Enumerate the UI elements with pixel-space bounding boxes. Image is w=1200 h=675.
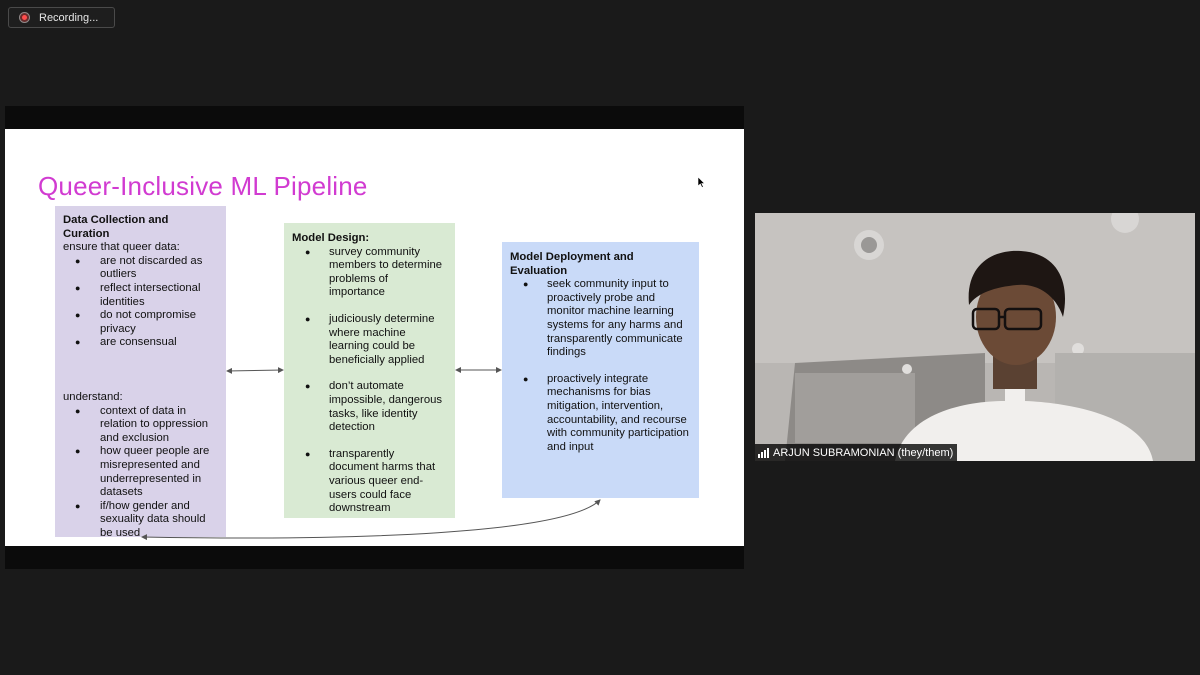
participant-video	[755, 213, 1195, 461]
participant-name-tag	[755, 444, 957, 461]
model-deployment-heading: Model Deployment and Evaluation	[510, 251, 634, 277]
understand-label: understand:	[63, 390, 123, 403]
model-design-box	[284, 223, 455, 518]
mouse-pointer-icon	[698, 177, 706, 188]
slide-title: Queer-Inclusive ML Pipeline	[38, 171, 368, 201]
recording-label: Recording...	[39, 11, 99, 24]
list-item: ● proactively integrate mechanisms for bias mitigation, intervention, accountability, and recourse with community participation and input	[510, 373, 691, 455]
list-item: ● do not compromise privacy	[63, 309, 218, 336]
data-collection-intro: ensure that queer data:	[63, 241, 180, 254]
list-item: ● judiciously determine where machine learning could be beneficially applied	[292, 313, 447, 367]
participant-name: ARJUN SUBRAMONIAN (they/them)	[773, 446, 954, 459]
record-icon	[19, 12, 30, 23]
list-item: ● context of data in relation to oppression and exclusion	[63, 405, 218, 446]
model-design-list	[292, 246, 447, 516]
connection-strength-icon	[758, 448, 769, 458]
presentation-slide	[5, 129, 744, 546]
list-item: ● if/how gender and sexuality data should be used	[63, 500, 218, 541]
model-deployment-box	[502, 242, 699, 498]
data-collection-box	[55, 206, 226, 537]
data-collection-heading: Data Collection and Curation	[63, 214, 169, 240]
recording-indicator[interactable]	[8, 7, 115, 28]
list-item: ● are consensual	[63, 336, 218, 350]
participant-video-tile[interactable]	[755, 213, 1195, 461]
model-design-heading: Model Design:	[292, 232, 370, 244]
list-item: ● how queer people are misrepresented and underrepresented in datasets	[63, 445, 218, 499]
list-item: ● transparently document harms that various queer end-users could face downstream	[292, 448, 447, 516]
list-item: ● reflect intersectional identities	[63, 282, 218, 309]
list-item: ● don’t automate impossible, dangerous tasks, like identity detection	[292, 380, 447, 434]
model-deployment-list	[510, 278, 691, 454]
screen-share-view	[5, 106, 744, 569]
list-item: ● survey community members to determine problems of importance	[292, 246, 447, 300]
ensure-list	[63, 255, 218, 350]
list-item: ● are not discarded as outliers	[63, 255, 218, 282]
list-item: ● seek community input to proactively probe and monitor machine learning systems for any harms and transparently communicate findings	[510, 278, 691, 360]
arrow-data-to-design	[227, 370, 283, 371]
understand-list	[63, 405, 218, 541]
